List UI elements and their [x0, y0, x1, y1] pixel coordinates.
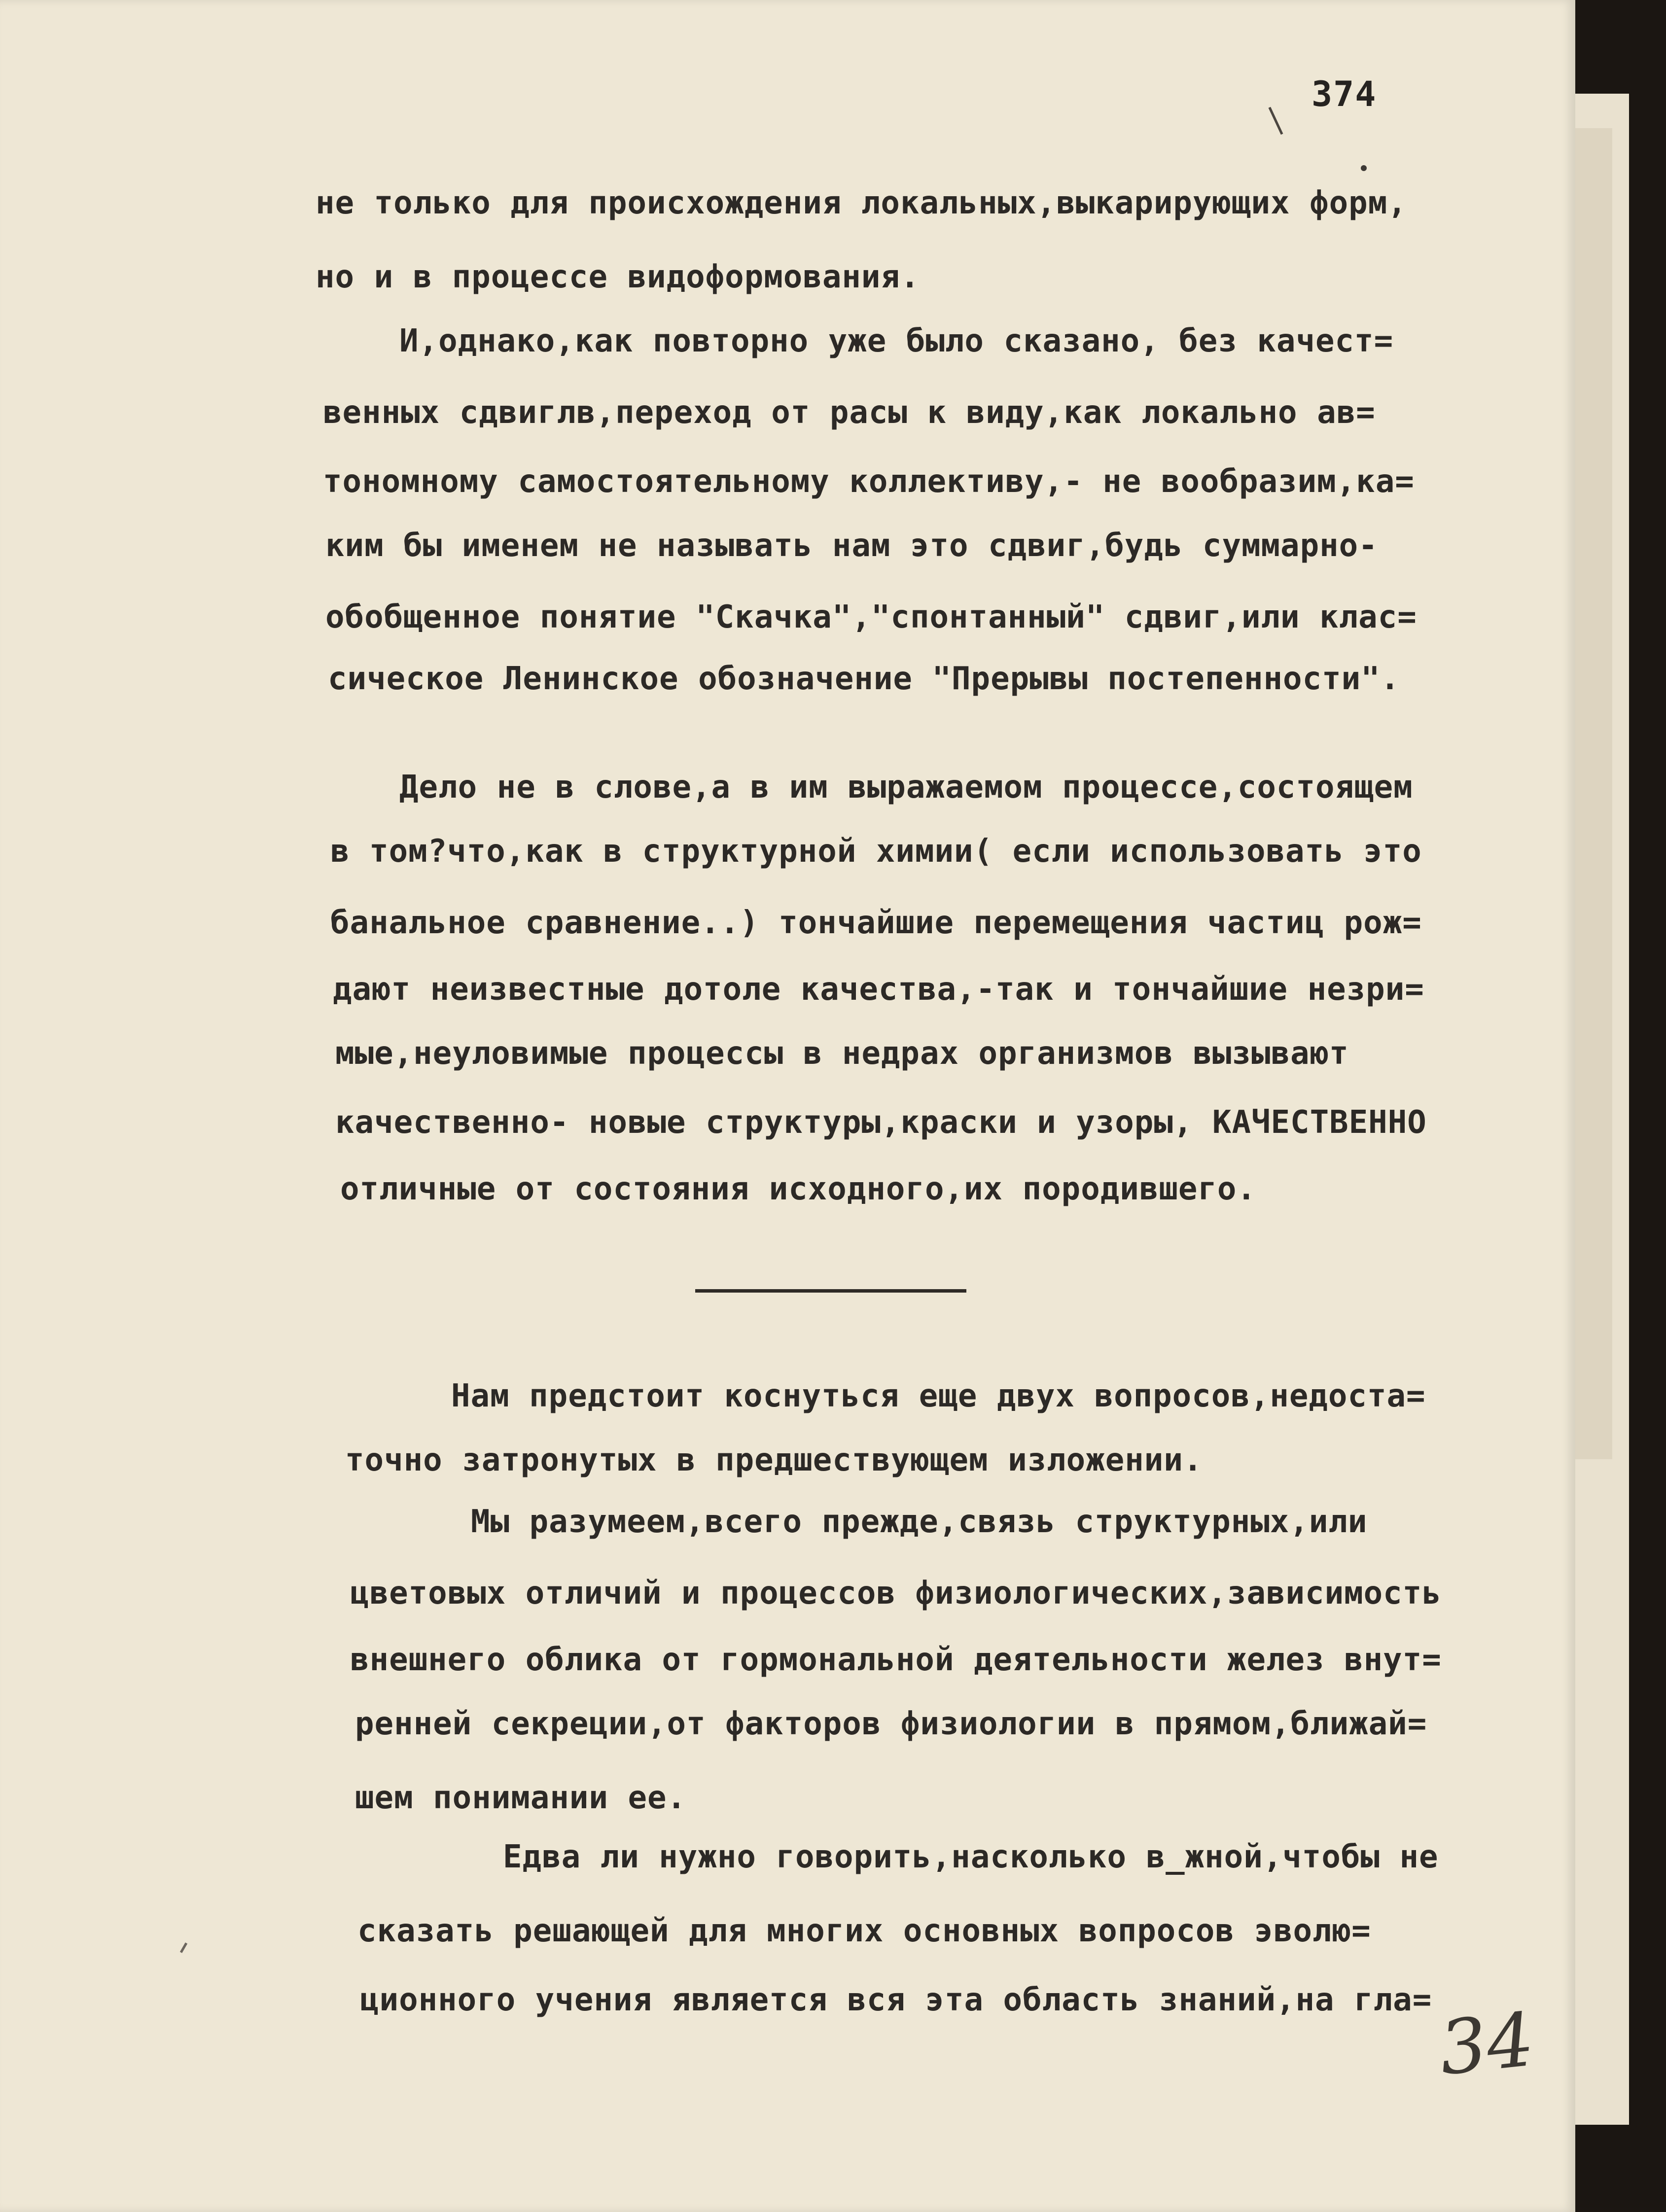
text-line: не только для происхождения локальных,выкарирующих форм,	[316, 185, 1407, 221]
text-line: ким бы именем не называть нам это сдвиг,будь суммарно-	[325, 527, 1378, 564]
text-line: дают неизвестные дотоле качества,-так и тончайшие незри=	[333, 971, 1424, 1008]
text-line: но и в процессе видоформования.	[316, 259, 920, 295]
text-line: венных сдвиглв,переход от расы к виду,как локально ав=	[323, 394, 1376, 431]
text-line: ренней секреции,от факторов физиологии в прямом,ближай=	[355, 1706, 1427, 1742]
text-line: тономному самостоятельному коллективу,- не вообразим,ка=	[323, 463, 1415, 500]
text-line: Едва ли нужно говорить,насколько в_жной,чтобы не	[503, 1839, 1439, 1875]
ink-dot	[1361, 165, 1367, 171]
text-line: Мы разумеем,всего прежде,связь структурных,или	[471, 1504, 1368, 1540]
section-divider-rule	[695, 1289, 966, 1293]
page-number: 374	[1312, 74, 1377, 114]
pencil-tick-mark	[1269, 107, 1283, 135]
text-line: точно затронутых в предшествующем изложении.	[345, 1442, 1203, 1478]
text-line: шем понимании ее.	[355, 1780, 687, 1816]
text-line: сическое Ленинское обозначение "Прерывы постепенности".	[328, 661, 1400, 697]
text-line: банальное сравнение..) тончайшие перемещения частиц рож=	[330, 905, 1422, 941]
text-line: Дело не в слове,а в им выражаемом процессе,состоящем	[399, 769, 1413, 806]
text-line: мые,неуловимые процессы в недрах организмов вызывают	[335, 1035, 1349, 1072]
text-line: внешнего облика от гормональной деятельности желез внут=	[350, 1642, 1442, 1678]
text-line: обобщенное понятие "Скачка","спонтанный" сдвиг,или клас=	[325, 599, 1417, 635]
text-line: цветовых отличий и процессов физиологических,зависимость	[350, 1575, 1442, 1612]
handwritten-folio-number: 34	[1435, 1997, 1538, 2092]
text-line: в том?что,как в структурной химии( если использовать это	[330, 833, 1422, 870]
text-line: Нам предстоит коснуться еще двух вопросов,недоста=	[451, 1378, 1426, 1414]
text-line: ционного учения является вся эта область знаний,на гла=	[360, 1982, 1432, 2018]
text-line: качественно- новые структуры,краски и узоры, КАЧЕСТВЕННО	[335, 1104, 1427, 1141]
text-line: отличные от состояния исходного,их породившего.	[340, 1171, 1256, 1207]
margin-pencil-mark	[180, 1942, 187, 1953]
text-line: сказать решающей для многих основных вопросов эволю=	[357, 1913, 1371, 1949]
text-line: И,однако,как повторно уже было сказано, без качест=	[399, 323, 1394, 359]
